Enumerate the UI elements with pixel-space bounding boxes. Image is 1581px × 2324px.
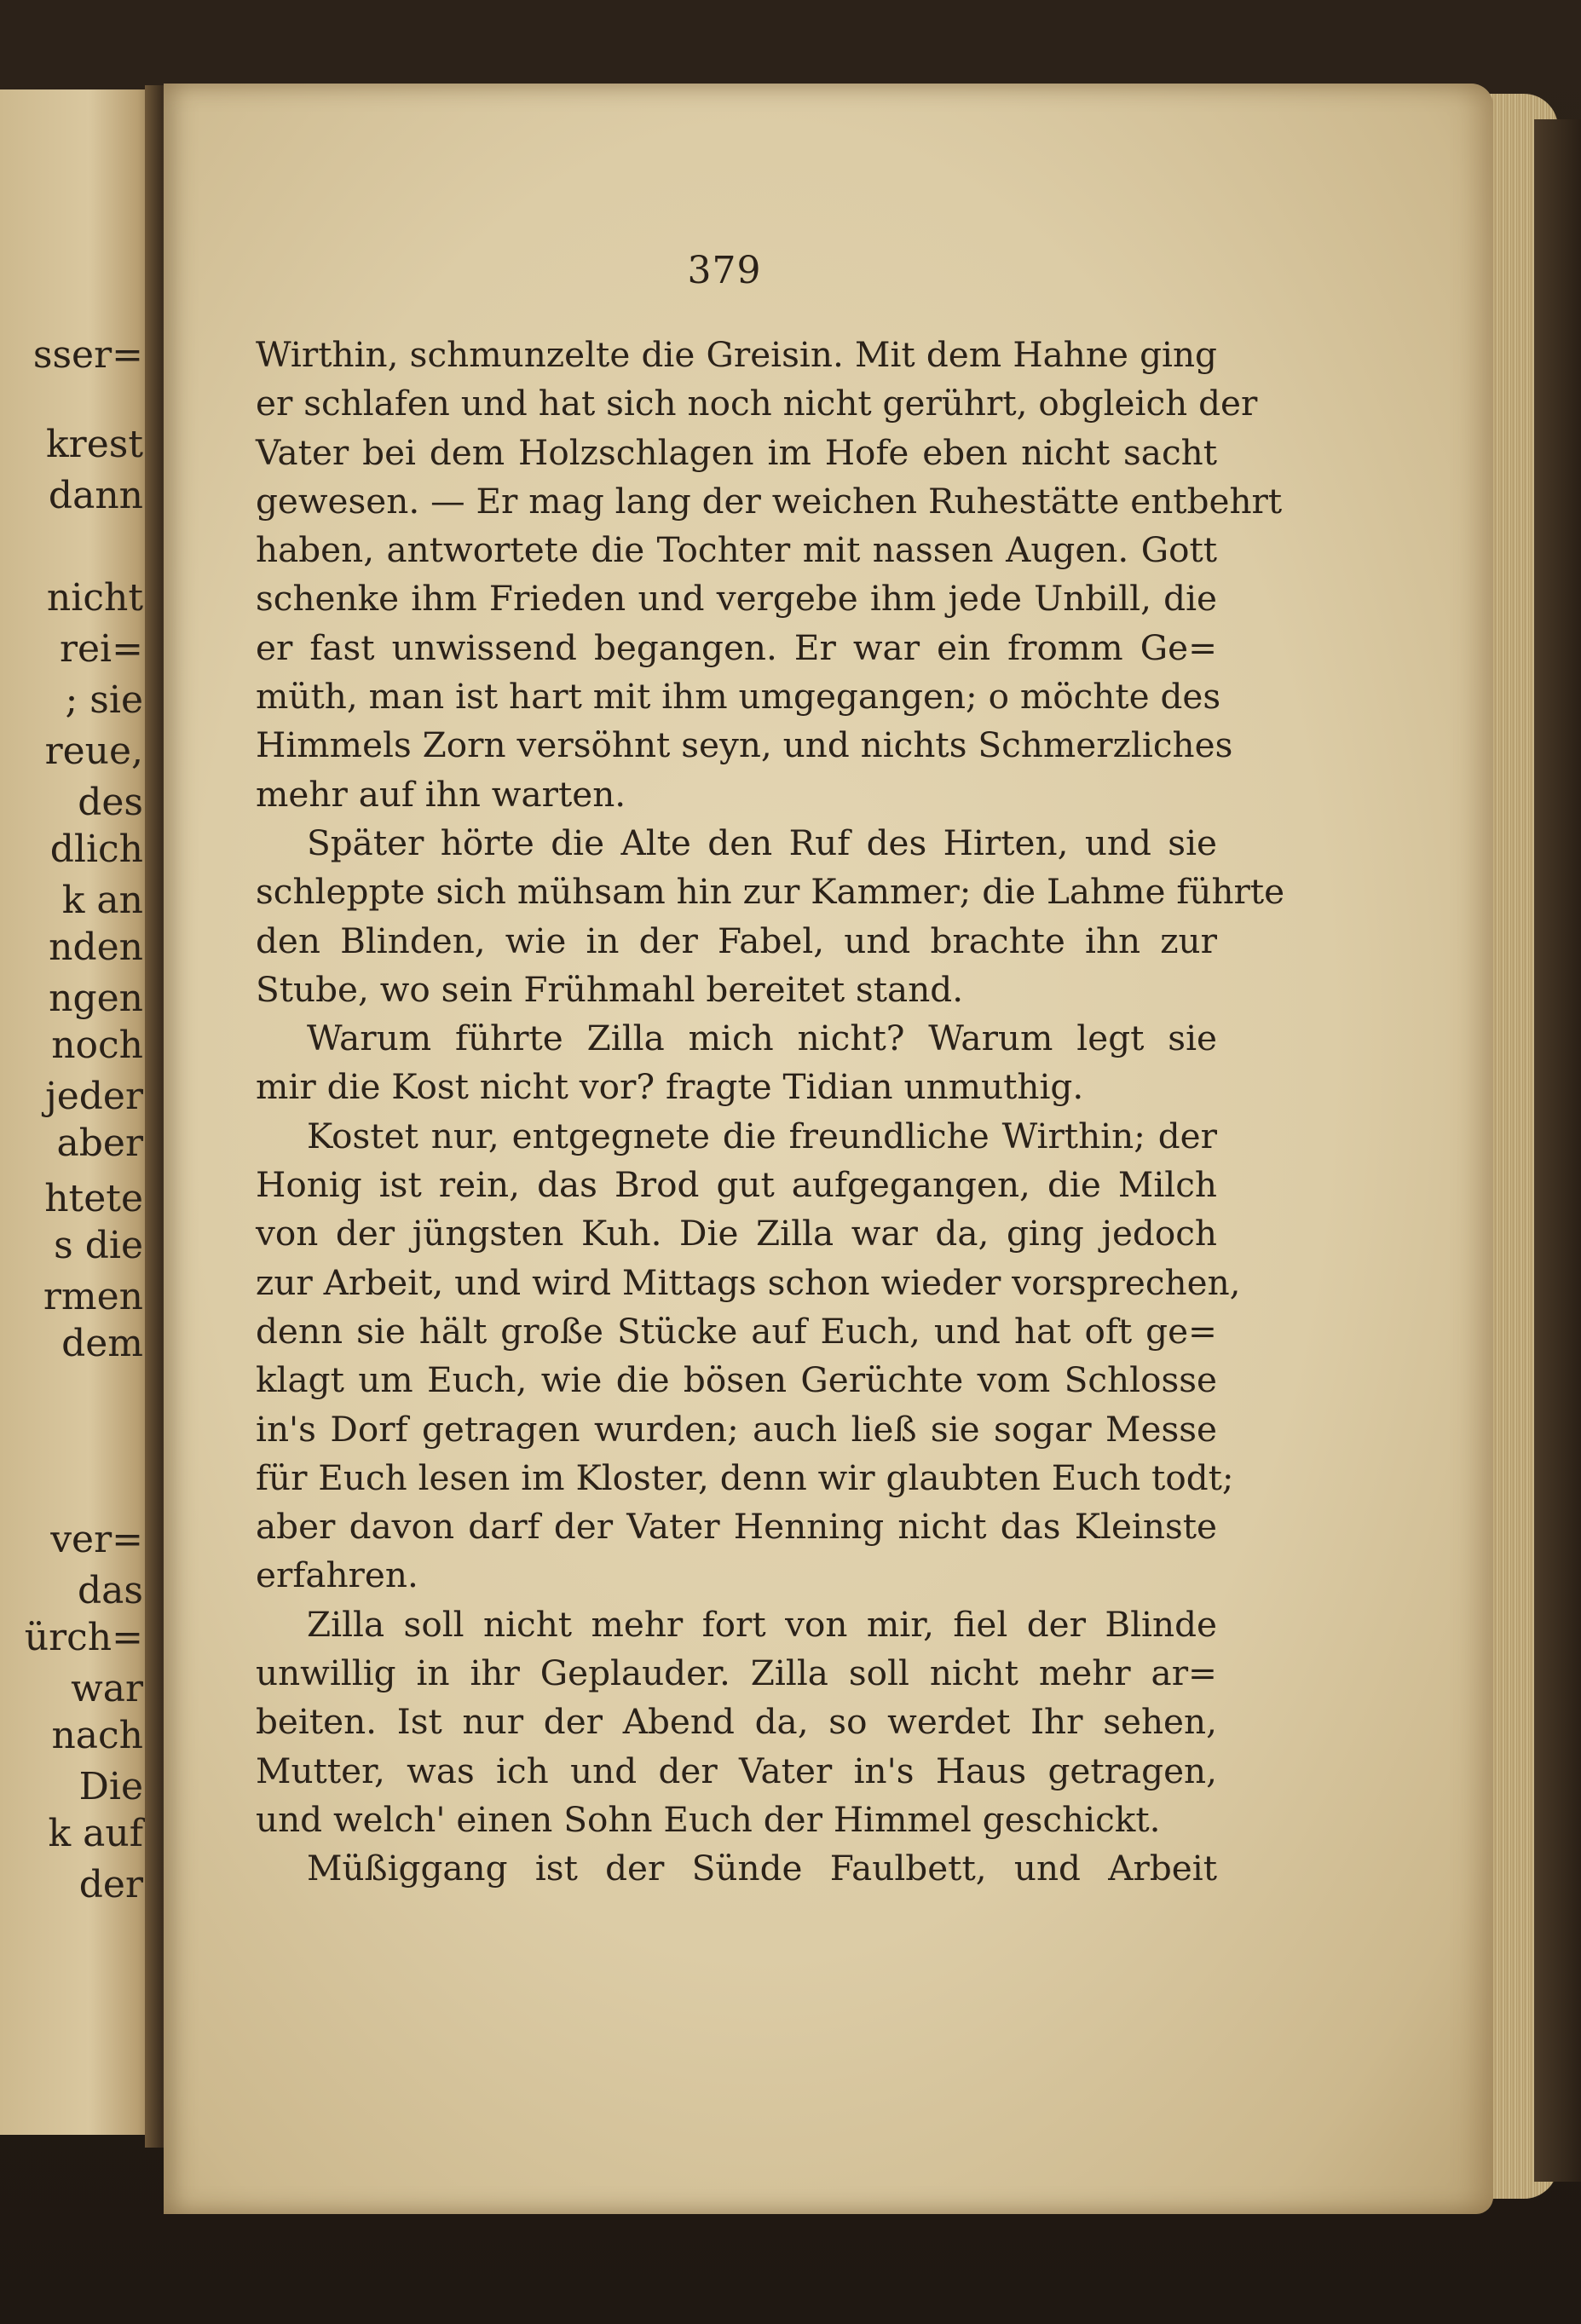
text-line: aber davon darf der Vater Henning nicht das Kleinste <box>256 1506 1217 1548</box>
text-line: in's Dorf getragen wurden; auch ließ sie sogar Messe <box>256 1408 1217 1450</box>
text-line: gewesen. — Er mag lang der weichen Ruhestätte entbehrt <box>256 480 1283 522</box>
text-line: den Blinden, wie in der Fabel, und brachte ihn zur <box>256 920 1217 961</box>
text-line: Müßiggang ist der Sünde Faulbett, und Arbeit <box>307 1848 1217 1889</box>
text-line: Zilla soll nicht mehr fort von mir, fiel der Blinde <box>307 1603 1217 1645</box>
previous-page-line-fragment: ngen <box>49 977 143 1020</box>
text-line: beiten. Ist nur der Abend da, so werdet Ihr sehen, <box>256 1701 1217 1743</box>
previous-page-line-fragment: sser= <box>32 333 143 377</box>
previous-page-line-fragment: nden <box>49 926 143 969</box>
page-text <box>256 331 1285 1894</box>
previous-page-line-fragment: rei= <box>59 627 143 671</box>
text-line: unwillig in ihr Geplauder. Zilla soll nicht mehr ar= <box>256 1652 1217 1694</box>
text-line: denn sie hält große Stücke auf Euch, und hat oft ge= <box>256 1310 1217 1352</box>
text-line: von der jüngsten Kuh. Die Zilla war da, ging jedoch <box>256 1213 1217 1254</box>
text-line: er schlafen und hat sich noch nicht gerührt, obgleich der <box>256 383 1258 424</box>
previous-page-line-fragment: reue, <box>44 729 143 773</box>
text-line: müth, man ist hart mit ihm umgegangen; o möchte des <box>256 676 1221 718</box>
text-line: Stube, wo sein Frühmahl bereitet stand. <box>256 968 964 1010</box>
text-line: mehr auf ihn warten. <box>256 773 626 815</box>
text-line: haben, antwortete die Tochter mit nassen Augen. Gott <box>256 529 1217 571</box>
text-line: Wirthin, schmunzelte die Greisin. Mit dem Hahne ging <box>256 334 1217 375</box>
text-line: schenke ihm Frieden und vergebe ihm jede Unbill, die <box>256 578 1217 620</box>
previous-page-line-fragment: nicht <box>46 576 143 620</box>
previous-page-line-fragment: dem <box>61 1322 143 1365</box>
book-cover-edge <box>1534 119 1581 2182</box>
previous-page-line-fragment: jeder <box>45 1075 143 1118</box>
previous-page-line-fragment: dann <box>48 474 143 517</box>
text-line: mir die Kost nicht vor? fragte Tidian unmuthig. <box>256 1066 1084 1108</box>
text-line: klagt um Euch, wie die bösen Gerüchte vom Schlosse <box>256 1359 1217 1401</box>
text-line: Mutter, was ich und der Vater in's Haus getragen, <box>256 1750 1217 1791</box>
previous-page-line-fragment: der <box>78 1863 143 1906</box>
text-line: schleppte sich mühsam hin zur Kammer; die Lahme führte <box>256 871 1285 913</box>
previous-page-line-fragment: des <box>78 781 143 824</box>
text-line: Warum führte Zilla mich nicht? Warum legt sie <box>307 1018 1217 1059</box>
text-line: und welch' einen Sohn Euch der Himmel geschickt. <box>256 1798 1161 1840</box>
previous-page-line-fragment: s die <box>54 1224 143 1267</box>
previous-page-sliver <box>0 89 162 2135</box>
text-line: Honig ist rein, das Brod gut aufgegangen, die Milch <box>256 1164 1217 1206</box>
page-number: 379 <box>687 249 762 292</box>
previous-page-line-fragment: aber <box>56 1122 143 1165</box>
previous-page-line-fragment: noch <box>51 1024 143 1067</box>
previous-page-line-fragment: dlich <box>49 828 143 871</box>
previous-page-line-fragment: k an <box>61 879 143 922</box>
text-line: er fast unwissend begangen. Er war ein fromm Ge= <box>256 626 1217 668</box>
text-line: für Euch lesen im Kloster, denn wir glaubten Euch todt; <box>256 1456 1234 1498</box>
previous-page-line-fragment: ; sie <box>65 678 143 722</box>
text-line: Himmels Zorn versöhnt seyn, und nichts Schmerzliches <box>256 724 1233 766</box>
text-line: Vater bei dem Holzschlagen im Hofe eben nicht sacht <box>256 431 1217 473</box>
previous-page-line-fragment: rmen <box>43 1275 143 1318</box>
text-line: erfahren. <box>256 1554 418 1596</box>
previous-page-line-fragment: das <box>78 1569 143 1612</box>
previous-page-line-fragment: ürch= <box>24 1616 143 1659</box>
previous-page-line-fragment: htete <box>44 1177 143 1220</box>
previous-page-line-fragment: nach <box>51 1714 143 1757</box>
text-line: Kostet nur, entgegnete die freundliche Wirthin; der <box>307 1115 1217 1156</box>
previous-page-line-fragment: Die <box>78 1765 143 1808</box>
previous-page-line-fragment: war <box>71 1667 143 1710</box>
previous-page-line-fragment: k auf <box>48 1812 143 1855</box>
text-line: Später hörte die Alte den Ruf des Hirten, und sie <box>307 822 1217 863</box>
previous-page-line-fragment: krest <box>46 423 143 466</box>
previous-page-line-fragment: ver= <box>50 1518 143 1561</box>
text-line: zur Arbeit, und wird Mittags schon wieder vorsprechen, <box>256 1261 1241 1303</box>
